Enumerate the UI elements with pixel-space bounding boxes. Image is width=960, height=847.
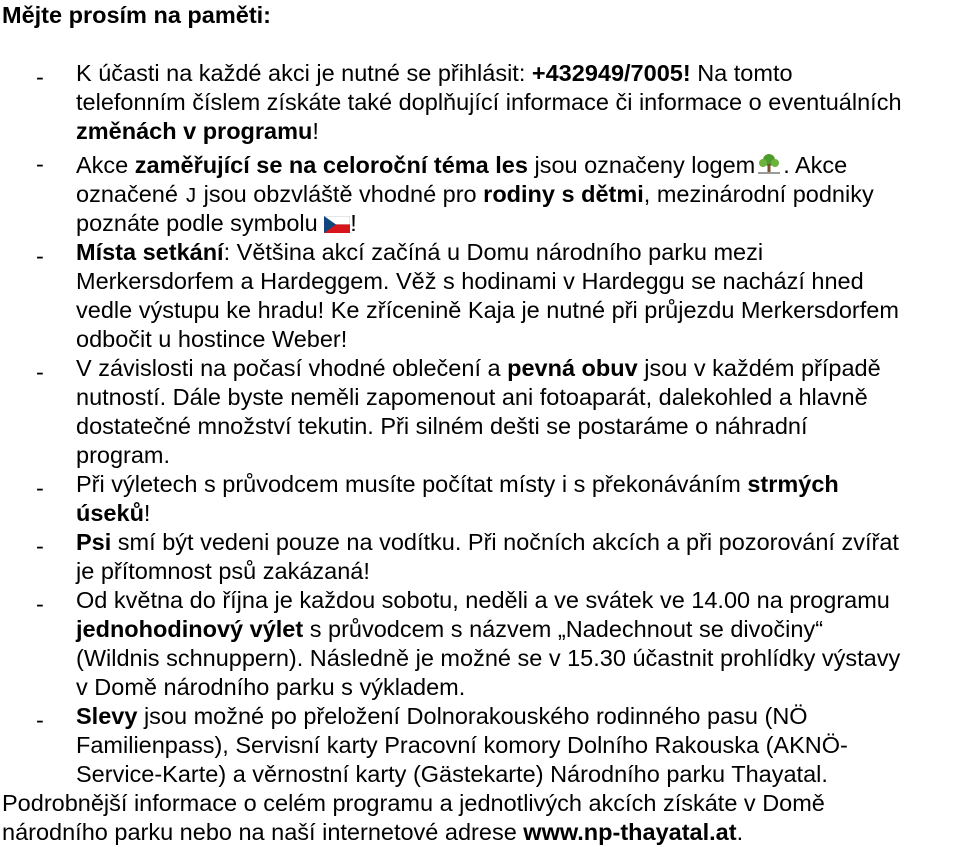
list-item-line: Psi smí být vedeni pouze na vodítku. Při nočních akcích a při pozorování zvířat <box>76 529 899 555</box>
list-item-line: poznáte podle symbolu ! <box>76 210 357 236</box>
list-item-line: odbočit u hostince Weber! <box>76 326 348 352</box>
list-item-line: změnách v programu! <box>76 118 319 144</box>
list-item-line: jednohodinový výlet s průvodcem s názvem „Nadechnout se divočiny“ <box>76 616 824 642</box>
list-item-line: program. <box>76 442 171 468</box>
footer-line: Podrobnější informace o celém programu a jednotlivých akcích získáte v Domě <box>2 790 825 816</box>
bullet-dash: - <box>36 533 44 559</box>
family-symbol: J <box>184 186 198 209</box>
list-item-line: dostatečné množství tekutin. Při silném dešti se postaráme o náhradní <box>76 413 808 439</box>
bullet-dash: - <box>36 475 44 501</box>
list-item-line: je přítomnost psů zakázaná! <box>76 558 370 584</box>
title: Mějte prosím na paměti: <box>2 2 271 28</box>
list-item-line: Merkersdorfem a Hardeggem. Věž s hodinami v Hardeggu se nachází hned <box>76 268 864 294</box>
list-item-line: V závislosti na počasí vhodné oblečení a pevná obuv jsou v každém případě <box>76 355 881 381</box>
list-item-line: Místa setkání: Většina akcí začíná u Domu národního parku mezi <box>76 239 764 265</box>
bullet-dash: - <box>36 243 44 269</box>
bullet-dash: - <box>36 359 44 385</box>
list-item-line: Slevy jsou možné po přeložení Dolnorakouského rodinného pasu (NÖ <box>76 703 808 729</box>
list-item-line: Při výletech s průvodcem musíte počítat místy i s překonáváním strmých <box>76 471 839 497</box>
list-item-line: Akce zaměřující se na celoroční téma les jsou označeny logem . Akce <box>76 152 848 178</box>
list-item-line: Familienpass), Servisní karty Pracovní komory Dolního Rakouska (AKNÖ- <box>76 732 848 758</box>
czech-flag-icon <box>324 211 350 228</box>
footer-line: národního parku nebo na naší internetové adrese www.np-thayatal.at. <box>2 819 744 845</box>
website-link[interactable]: www.np-thayatal.at <box>523 819 737 845</box>
bullet-dash: - <box>36 151 44 177</box>
bullet-dash: - <box>36 64 44 90</box>
list-item-line: Od května do října je každou sobotu, neděli a ve svátek ve 14.00 na programu <box>76 587 890 613</box>
list-item-line: nutností. Dále byste neměli zapomenout ani fotoaparát, dalekohled a hlavně <box>76 384 868 410</box>
list-item-line: (Wildnis schnuppern). Následně je možné se v 15.30 účastnit prohlídky výstavy <box>76 645 901 671</box>
bullet-dash: - <box>36 591 44 617</box>
list-item-line: úseků! <box>76 500 151 526</box>
tree-logo-icon <box>755 153 783 177</box>
list-item-line: označené J jsou obzvláště vhodné pro rodiny s dětmi, mezinárodní podniky <box>76 181 874 209</box>
list-item-line: K účasti na každé akci je nutné se přihlásit: +432949/7005! Na tomto <box>76 60 793 86</box>
bullet-dash: - <box>36 707 44 733</box>
list-item-line: telefonním číslem získáte také doplňující informace či informace o eventuálních <box>76 89 902 115</box>
list-item-line: Service-Karte) a věrnostní karty (Gästekarte) Národního parku Thayatal. <box>76 761 828 787</box>
list-item-line: vedle výstupu ke hradu! Ke zřícenině Kaja je nutné při průjezdu Merkersdorfem <box>76 297 899 323</box>
list-item-line: v Domě národního parku s výkladem. <box>76 674 466 700</box>
